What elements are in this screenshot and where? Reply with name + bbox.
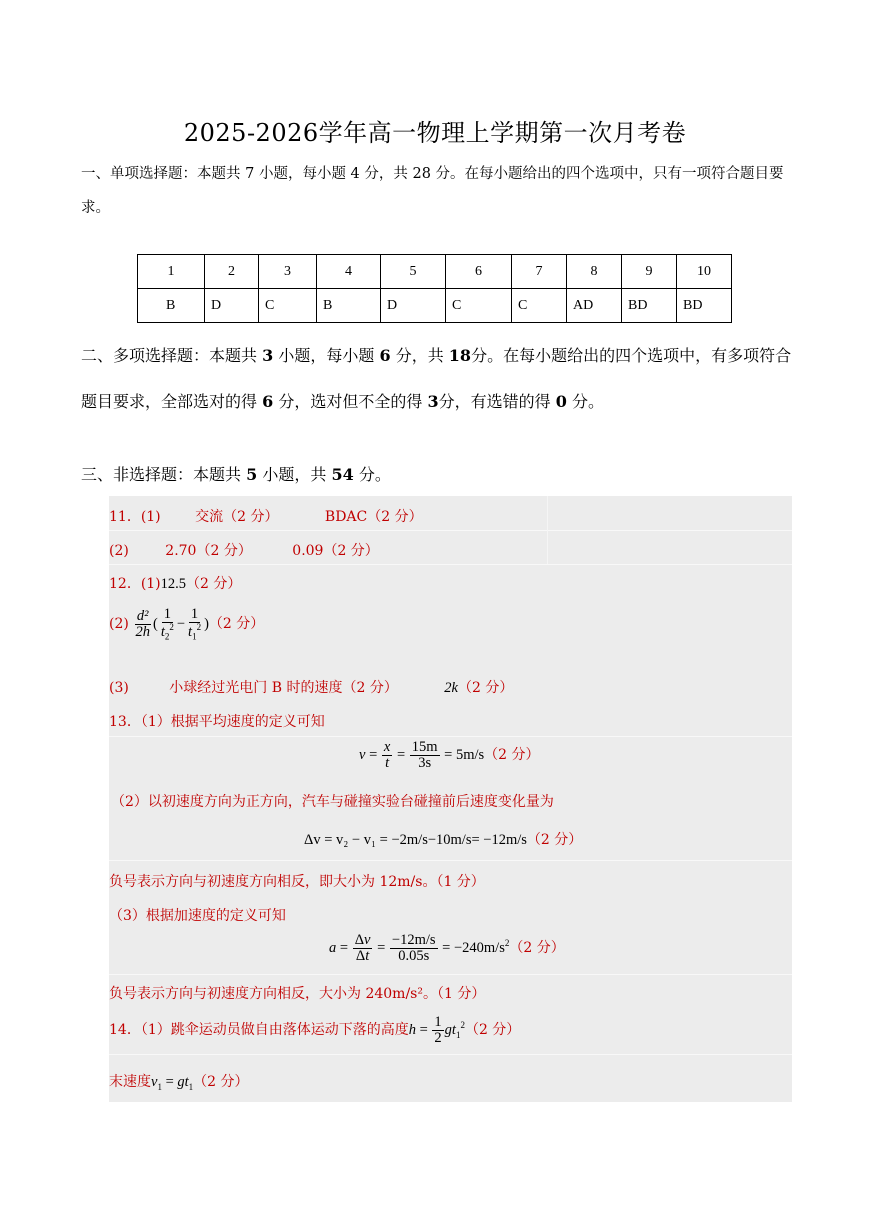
section-2-instructions: 二、多项选择题：本题共 3 小题，每小题 6 分，共 18分。在每小题给出的四个选项中，有多项符合题目要求，全部选对的得 6 分，选对但不全的得 3分，有选错的得 0 分。: [81, 346, 792, 411]
question-number-cell: 4: [317, 255, 381, 289]
section-1-instructions: 一、单项选择题：本题共 7 小题，每小题 4 分，共 28 分。在每小题给出的四个选项中，只有一项符合题目要求。: [81, 166, 784, 216]
answer-cell: BD: [677, 289, 732, 323]
q13-part2-conclusion: 负号表示方向与初速度方向相反，即大小为 12m/s。（1 分）: [109, 874, 485, 890]
q12-part2: (2) $\frac{\text{d²}}{2h}$ ( $\frac{1}{t_2^2}$ − $\frac{1}{t_1^2}$ )（2 分）: [109, 606, 265, 642]
panel-divider: [109, 974, 792, 975]
q11-part1: 11．(1) 交流（2 分） BDAC（2 分）: [109, 509, 423, 525]
panel-divider: [109, 1054, 792, 1055]
answer-cell: B: [317, 289, 381, 323]
q13-part3-conclusion: 负号表示方向与初速度方向相反，大小为 240m/s²。（1 分）: [109, 986, 486, 1002]
question-number-cell: 7: [512, 255, 567, 289]
answer-key-panel: [109, 496, 792, 1102]
q13-part2-text: （2）以初速度方向为正方向，汽车与碰撞实验台碰撞前后速度变化量为: [111, 794, 554, 810]
q13-equation-3: a = $\frac{\Delta v}{\Delta t}$ = $\frac{-12m/s}{0.05s}$ = $-240m/s^2(2$ 分）: [329, 932, 565, 965]
section-3-instructions: 三、非选择题：本题共 5 小题，共 54 分。: [81, 465, 391, 484]
panel-divider: [109, 860, 792, 861]
q11-part2: (2) 2.70（2 分） 0.09（2 分）: [109, 543, 379, 559]
question-number-cell: 3: [259, 255, 317, 289]
q12-part3: (3) 小球经过光电门 B 时的速度（2 分） 2k（2 分）: [109, 680, 514, 696]
answer-table-answer-row: [138, 289, 732, 323]
q13-part3-text: （3）根据加速度的定义可知: [109, 908, 286, 924]
q14-part1: 14．（1）跳伞运动员做自由落体运动下落的高度h = $\frac{1}{2}$ $gt_1^2(2$ 分）: [109, 1014, 521, 1047]
question-number-cell: 9: [622, 255, 677, 289]
answer-cell: D: [205, 289, 259, 323]
q12-expression: $\frac{\text{d²}}{2h}$ ( $\frac{1}{t_2^2}$ − $\frac{1}{t_1^2}$ ): [135, 606, 209, 642]
q12-part1: 12．(1)12.5（2 分）: [109, 576, 242, 592]
answer-cell: C: [259, 289, 317, 323]
panel-divider: [109, 736, 792, 737]
question-number-cell: 6: [446, 255, 512, 289]
question-number-cell: 2: [205, 255, 259, 289]
question-number-cell: 5: [381, 255, 446, 289]
panel-divider: [547, 496, 548, 564]
q13-part1-text: 13．（1）根据平均速度的定义可知: [109, 714, 325, 730]
answer-table: [137, 254, 732, 323]
q13-equation-1: v = $\frac{x}{t}$ = $\frac{15m}{3s}$ = 5m/s（2 分）: [359, 739, 540, 772]
answer-cell: C: [446, 289, 512, 323]
answer-cell: D: [381, 289, 446, 323]
answer-cell: AD: [567, 289, 622, 323]
question-number-cell: 10: [677, 255, 732, 289]
page-title: 2025-2026学年高一物理上学期第一次月考卷: [183, 119, 687, 147]
question-number-cell: 1: [138, 255, 205, 289]
q13-equation-2: Δv = v₂ − v₁ = −2m/s−10m/s= −12m/s（2 分）: [304, 832, 583, 848]
answer-cell: B: [138, 289, 205, 323]
answer-cell: C: [512, 289, 567, 323]
answer-table-number-row: [138, 255, 732, 289]
answer-cell: BD: [622, 289, 677, 323]
panel-divider: [109, 530, 792, 531]
q14-part2: 末速度$v_1 = gt_1(2$ 分）: [109, 1074, 249, 1092]
panel-divider: [109, 564, 792, 565]
question-number-cell: 8: [567, 255, 622, 289]
